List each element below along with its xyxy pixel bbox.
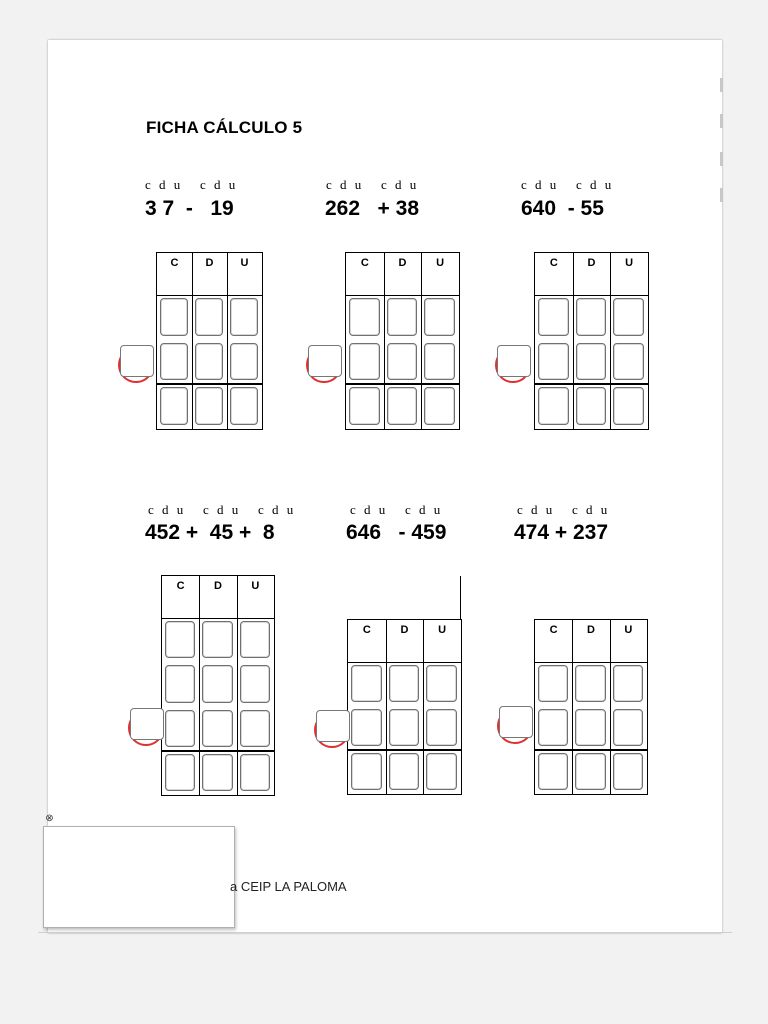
digit-input-box[interactable] bbox=[424, 298, 455, 336]
digit-input-box[interactable] bbox=[351, 709, 382, 746]
column-header-u: U bbox=[438, 624, 447, 636]
digit-input-box[interactable] bbox=[202, 665, 232, 702]
digit-input-box[interactable] bbox=[538, 298, 569, 336]
digit-input-box[interactable] bbox=[538, 753, 568, 790]
digit-input-box[interactable] bbox=[160, 298, 188, 336]
result-line bbox=[346, 383, 459, 385]
column-header-d: D bbox=[587, 624, 595, 636]
digit-input-box[interactable] bbox=[575, 709, 605, 746]
grid-column-line bbox=[423, 620, 424, 794]
edge-mark bbox=[720, 78, 723, 92]
column-header-c: C bbox=[170, 257, 179, 269]
digit-input-box[interactable] bbox=[230, 298, 258, 336]
digit-input-box[interactable] bbox=[576, 298, 607, 336]
digit-input-box[interactable] bbox=[202, 621, 232, 658]
grid-header-line bbox=[348, 662, 461, 663]
digit-input-box[interactable] bbox=[389, 665, 420, 702]
divider-line bbox=[460, 576, 461, 619]
grid-header-line bbox=[535, 662, 647, 663]
cdu-label-6: c d u c d u bbox=[517, 502, 610, 517]
edge-mark bbox=[720, 114, 723, 128]
column-header-u: U bbox=[436, 257, 445, 269]
place-value-grid bbox=[534, 619, 648, 795]
edge-mark bbox=[720, 152, 723, 166]
problem-3-expression: 640 - 55 bbox=[521, 197, 604, 220]
digit-input-box[interactable] bbox=[240, 754, 270, 791]
cdu-label-2: c d u c d u bbox=[326, 177, 419, 192]
grid-column-line bbox=[386, 620, 387, 794]
digit-input-box[interactable] bbox=[387, 387, 418, 425]
result-line bbox=[348, 749, 461, 751]
digit-input-box[interactable] bbox=[165, 665, 195, 702]
grid-column-line bbox=[237, 576, 238, 795]
digit-input-box[interactable] bbox=[424, 343, 455, 381]
page-bottom-line bbox=[38, 932, 732, 933]
carry-input-box[interactable] bbox=[499, 706, 533, 738]
digit-input-box[interactable] bbox=[202, 710, 232, 747]
digit-input-box[interactable] bbox=[613, 298, 644, 336]
digit-input-box[interactable] bbox=[195, 343, 223, 381]
digit-input-box[interactable] bbox=[426, 753, 457, 790]
digit-input-box[interactable] bbox=[613, 665, 643, 702]
grid-column-line bbox=[610, 253, 611, 429]
result-line bbox=[162, 750, 274, 752]
grid-column-line bbox=[384, 253, 385, 429]
place-value-grid bbox=[161, 575, 275, 796]
digit-input-box[interactable] bbox=[240, 665, 270, 702]
column-header-d: D bbox=[400, 624, 409, 636]
cdu-label-4: c d u c d u c d u bbox=[148, 502, 296, 517]
digit-input-box[interactable] bbox=[349, 298, 380, 336]
digit-input-box[interactable] bbox=[202, 754, 232, 791]
digit-input-box[interactable] bbox=[538, 665, 568, 702]
place-value-grid bbox=[345, 252, 460, 430]
digit-input-box[interactable] bbox=[240, 621, 270, 658]
digit-input-box[interactable] bbox=[613, 387, 644, 425]
column-header-u: U bbox=[240, 257, 249, 269]
column-header-d: D bbox=[398, 257, 407, 269]
digit-input-box[interactable] bbox=[195, 298, 223, 336]
digit-input-box[interactable] bbox=[230, 343, 258, 381]
document-page bbox=[48, 40, 722, 933]
grid-header-line bbox=[157, 295, 262, 296]
column-header-c: C bbox=[176, 580, 185, 592]
digit-input-box[interactable] bbox=[230, 387, 258, 425]
carry-input-box[interactable] bbox=[497, 345, 531, 377]
footer-school-name: a CEIP LA PALOMA bbox=[230, 879, 347, 894]
digit-input-box[interactable] bbox=[538, 709, 568, 746]
column-header-c: C bbox=[549, 257, 558, 269]
digit-input-box[interactable] bbox=[195, 387, 223, 425]
digit-input-box[interactable] bbox=[424, 387, 455, 425]
edge-mark bbox=[720, 188, 723, 202]
result-line bbox=[535, 749, 647, 751]
grid-column-line bbox=[227, 253, 228, 429]
digit-input-box[interactable] bbox=[576, 343, 607, 381]
cdu-label-3: c d u c d u bbox=[521, 177, 614, 192]
grid-column-line bbox=[610, 620, 611, 794]
column-header-d: D bbox=[205, 257, 214, 269]
digit-input-box[interactable] bbox=[160, 343, 188, 381]
digit-input-box[interactable] bbox=[349, 343, 380, 381]
column-header-d: D bbox=[587, 257, 596, 269]
digit-input-box[interactable] bbox=[575, 665, 605, 702]
digit-input-box[interactable] bbox=[575, 753, 605, 790]
column-header-c: C bbox=[362, 624, 371, 636]
digit-input-box[interactable] bbox=[538, 343, 569, 381]
result-line bbox=[157, 383, 262, 385]
digit-input-box[interactable] bbox=[240, 710, 270, 747]
result-line bbox=[535, 383, 648, 385]
digit-input-box[interactable] bbox=[349, 387, 380, 425]
grid-header-line bbox=[162, 618, 274, 619]
grid-header-line bbox=[535, 295, 648, 296]
column-header-d: D bbox=[214, 580, 222, 592]
popup-box[interactable] bbox=[43, 826, 235, 928]
digit-input-box[interactable] bbox=[351, 665, 382, 702]
digit-input-box[interactable] bbox=[165, 710, 195, 747]
digit-input-box[interactable] bbox=[351, 753, 382, 790]
digit-input-box[interactable] bbox=[426, 709, 457, 746]
digit-input-box[interactable] bbox=[576, 387, 607, 425]
carry-input-box[interactable] bbox=[130, 708, 164, 740]
digit-input-box[interactable] bbox=[389, 753, 420, 790]
worksheet-title: FICHA CÁLCULO 5 bbox=[146, 118, 303, 137]
digit-input-box[interactable] bbox=[426, 665, 457, 702]
grid-column-line bbox=[192, 253, 193, 429]
problem-5-expression: 646 - 459 bbox=[346, 521, 447, 544]
digit-input-box[interactable] bbox=[165, 621, 195, 658]
digit-input-box[interactable] bbox=[613, 709, 643, 746]
grid-column-line bbox=[573, 253, 574, 429]
problem-1-expression: 3 7 - 19 bbox=[145, 197, 234, 220]
grid-column-line bbox=[572, 620, 573, 794]
digit-input-box[interactable] bbox=[613, 753, 643, 790]
close-icon[interactable]: ⊗ bbox=[45, 813, 54, 824]
cdu-label-5: c d u c d u bbox=[350, 502, 443, 517]
carry-input-box[interactable] bbox=[120, 345, 154, 377]
carry-input-box[interactable] bbox=[316, 710, 350, 742]
column-header-u: U bbox=[625, 257, 634, 269]
digit-input-box[interactable] bbox=[613, 343, 644, 381]
column-header-c: C bbox=[360, 257, 369, 269]
digit-input-box[interactable] bbox=[389, 709, 420, 746]
problem-4-expression: 452 + 45 + 8 bbox=[145, 521, 275, 544]
grid-header-line bbox=[346, 295, 459, 296]
place-value-grid bbox=[347, 619, 462, 795]
grid-column-line bbox=[199, 576, 200, 795]
digit-input-box[interactable] bbox=[387, 343, 418, 381]
column-header-u: U bbox=[624, 624, 633, 636]
cdu-label-1: c d u c d u bbox=[145, 177, 238, 192]
column-header-c: C bbox=[549, 624, 558, 636]
digit-input-box[interactable] bbox=[160, 387, 188, 425]
digit-input-box[interactable] bbox=[387, 298, 418, 336]
digit-input-box[interactable] bbox=[538, 387, 569, 425]
place-value-grid bbox=[534, 252, 649, 430]
carry-input-box[interactable] bbox=[308, 345, 342, 377]
digit-input-box[interactable] bbox=[165, 754, 195, 791]
column-header-u: U bbox=[251, 580, 260, 592]
place-value-grid bbox=[156, 252, 263, 430]
problem-6-expression: 474 + 237 bbox=[514, 521, 609, 544]
problem-2-expression: 262 + 38 bbox=[325, 197, 419, 220]
grid-column-line bbox=[421, 253, 422, 429]
